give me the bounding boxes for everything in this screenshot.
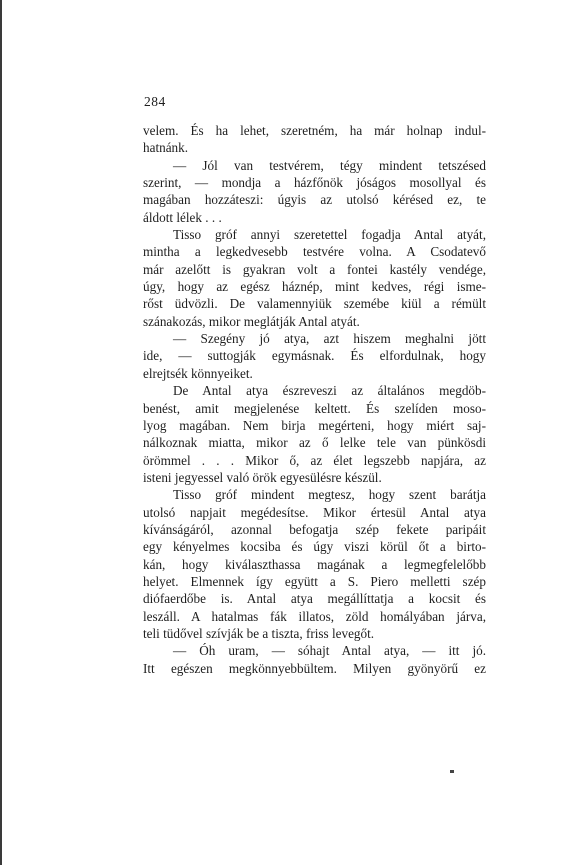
text-line: lyog magában. Nem birja megérteni, hogy miért saj-	[143, 417, 486, 433]
text-line: szánakozás, mikor meglátják Antal atyát.	[143, 313, 360, 329]
text-line: szerint, — mondja a házfőnök jóságos mosollyal és	[143, 175, 486, 191]
text-line: — Jól van testvérem, tégy mindent tetszésed	[173, 157, 486, 173]
text-line: isteni jegyessel való örök egyesülésre készül.	[143, 469, 382, 485]
text-line: kán, hogy kiválaszthassa magának a legmegfelelőbb	[143, 556, 486, 572]
text-line: — Óh uram, — sóhajt Antal atya, — itt jó.	[173, 643, 486, 659]
text-line: utolsó napjait megédesítse. Mikor értesül Antal atya	[143, 504, 486, 520]
scan-edge-line	[0, 0, 2, 865]
text-line: már azelőtt is gyakran volt a fontei kastély vendége,	[143, 261, 486, 277]
text-line: velem. És ha lehet, szeretném, ha már holnap indul-	[143, 123, 486, 138]
text-line: Itt egészen megkönnyebbültem. Milyen gyönyörű ez	[143, 660, 486, 676]
text-line: örömmel . . . Mikor ő, az élet legszebb napjára, az	[143, 452, 486, 468]
text-line: teli tüdővel szívják be a tiszta, friss levegőt.	[143, 625, 375, 641]
text-line: ide, — suttogják egymásnak. És elfordulnak, hogy	[143, 348, 486, 364]
text-line: leszáll. A hatalmas fák illatos, zöld homályában járva,	[143, 608, 486, 624]
text-line: diófaerdőbe is. Antal atya megállíttatja a kocsit és	[143, 591, 486, 607]
text-line: elrejtsék könnyeiket.	[143, 365, 253, 381]
text-line: magában hozzáteszi: úgyis az utolsó kérésed ez, te	[143, 192, 486, 208]
text-line: benést, amit megjelenése keltett. És szelíden moso-	[143, 400, 486, 416]
text-line: mintha a legkedvesebb testvére volna. A Csodatevő	[143, 244, 486, 260]
text-line: nálkoznak miatta, mikor az ő lelke tele van pünkösdi	[143, 435, 486, 451]
text-line: egy kényelmes kocsiba és úgy viszi körül őt a birto-	[143, 539, 486, 555]
text-line: úgy, hogy az egész háznép, mint kedves, régi isme-	[143, 279, 486, 295]
text-line: rőst üdvözli. De valamennyiük szemébe kiül a rémült	[143, 296, 486, 312]
page-number: 284	[144, 94, 166, 109]
text-line: Tisso gróf mindent megtesz, hogy szent barátja	[173, 487, 486, 503]
body-text	[143, 122, 486, 677]
text-line: kívánságáról, azonnal befogatja szép fekete paripáit	[143, 521, 486, 537]
scan-speck	[450, 770, 454, 773]
text-line: De Antal atya észreveszi az általános megdöb-	[173, 383, 486, 399]
text-line: helyet. Elmennek így együtt a S. Piero melletti szép	[143, 573, 486, 589]
text-line: — Szegény jó atya, azt hiszem meghalni jött	[173, 331, 486, 347]
text-line: hatnánk.	[143, 140, 189, 156]
text-line: áldott lélek . . .	[143, 209, 222, 225]
text-line: Tisso gróf annyi szeretettel fogadja Antal atyát,	[173, 227, 486, 243]
